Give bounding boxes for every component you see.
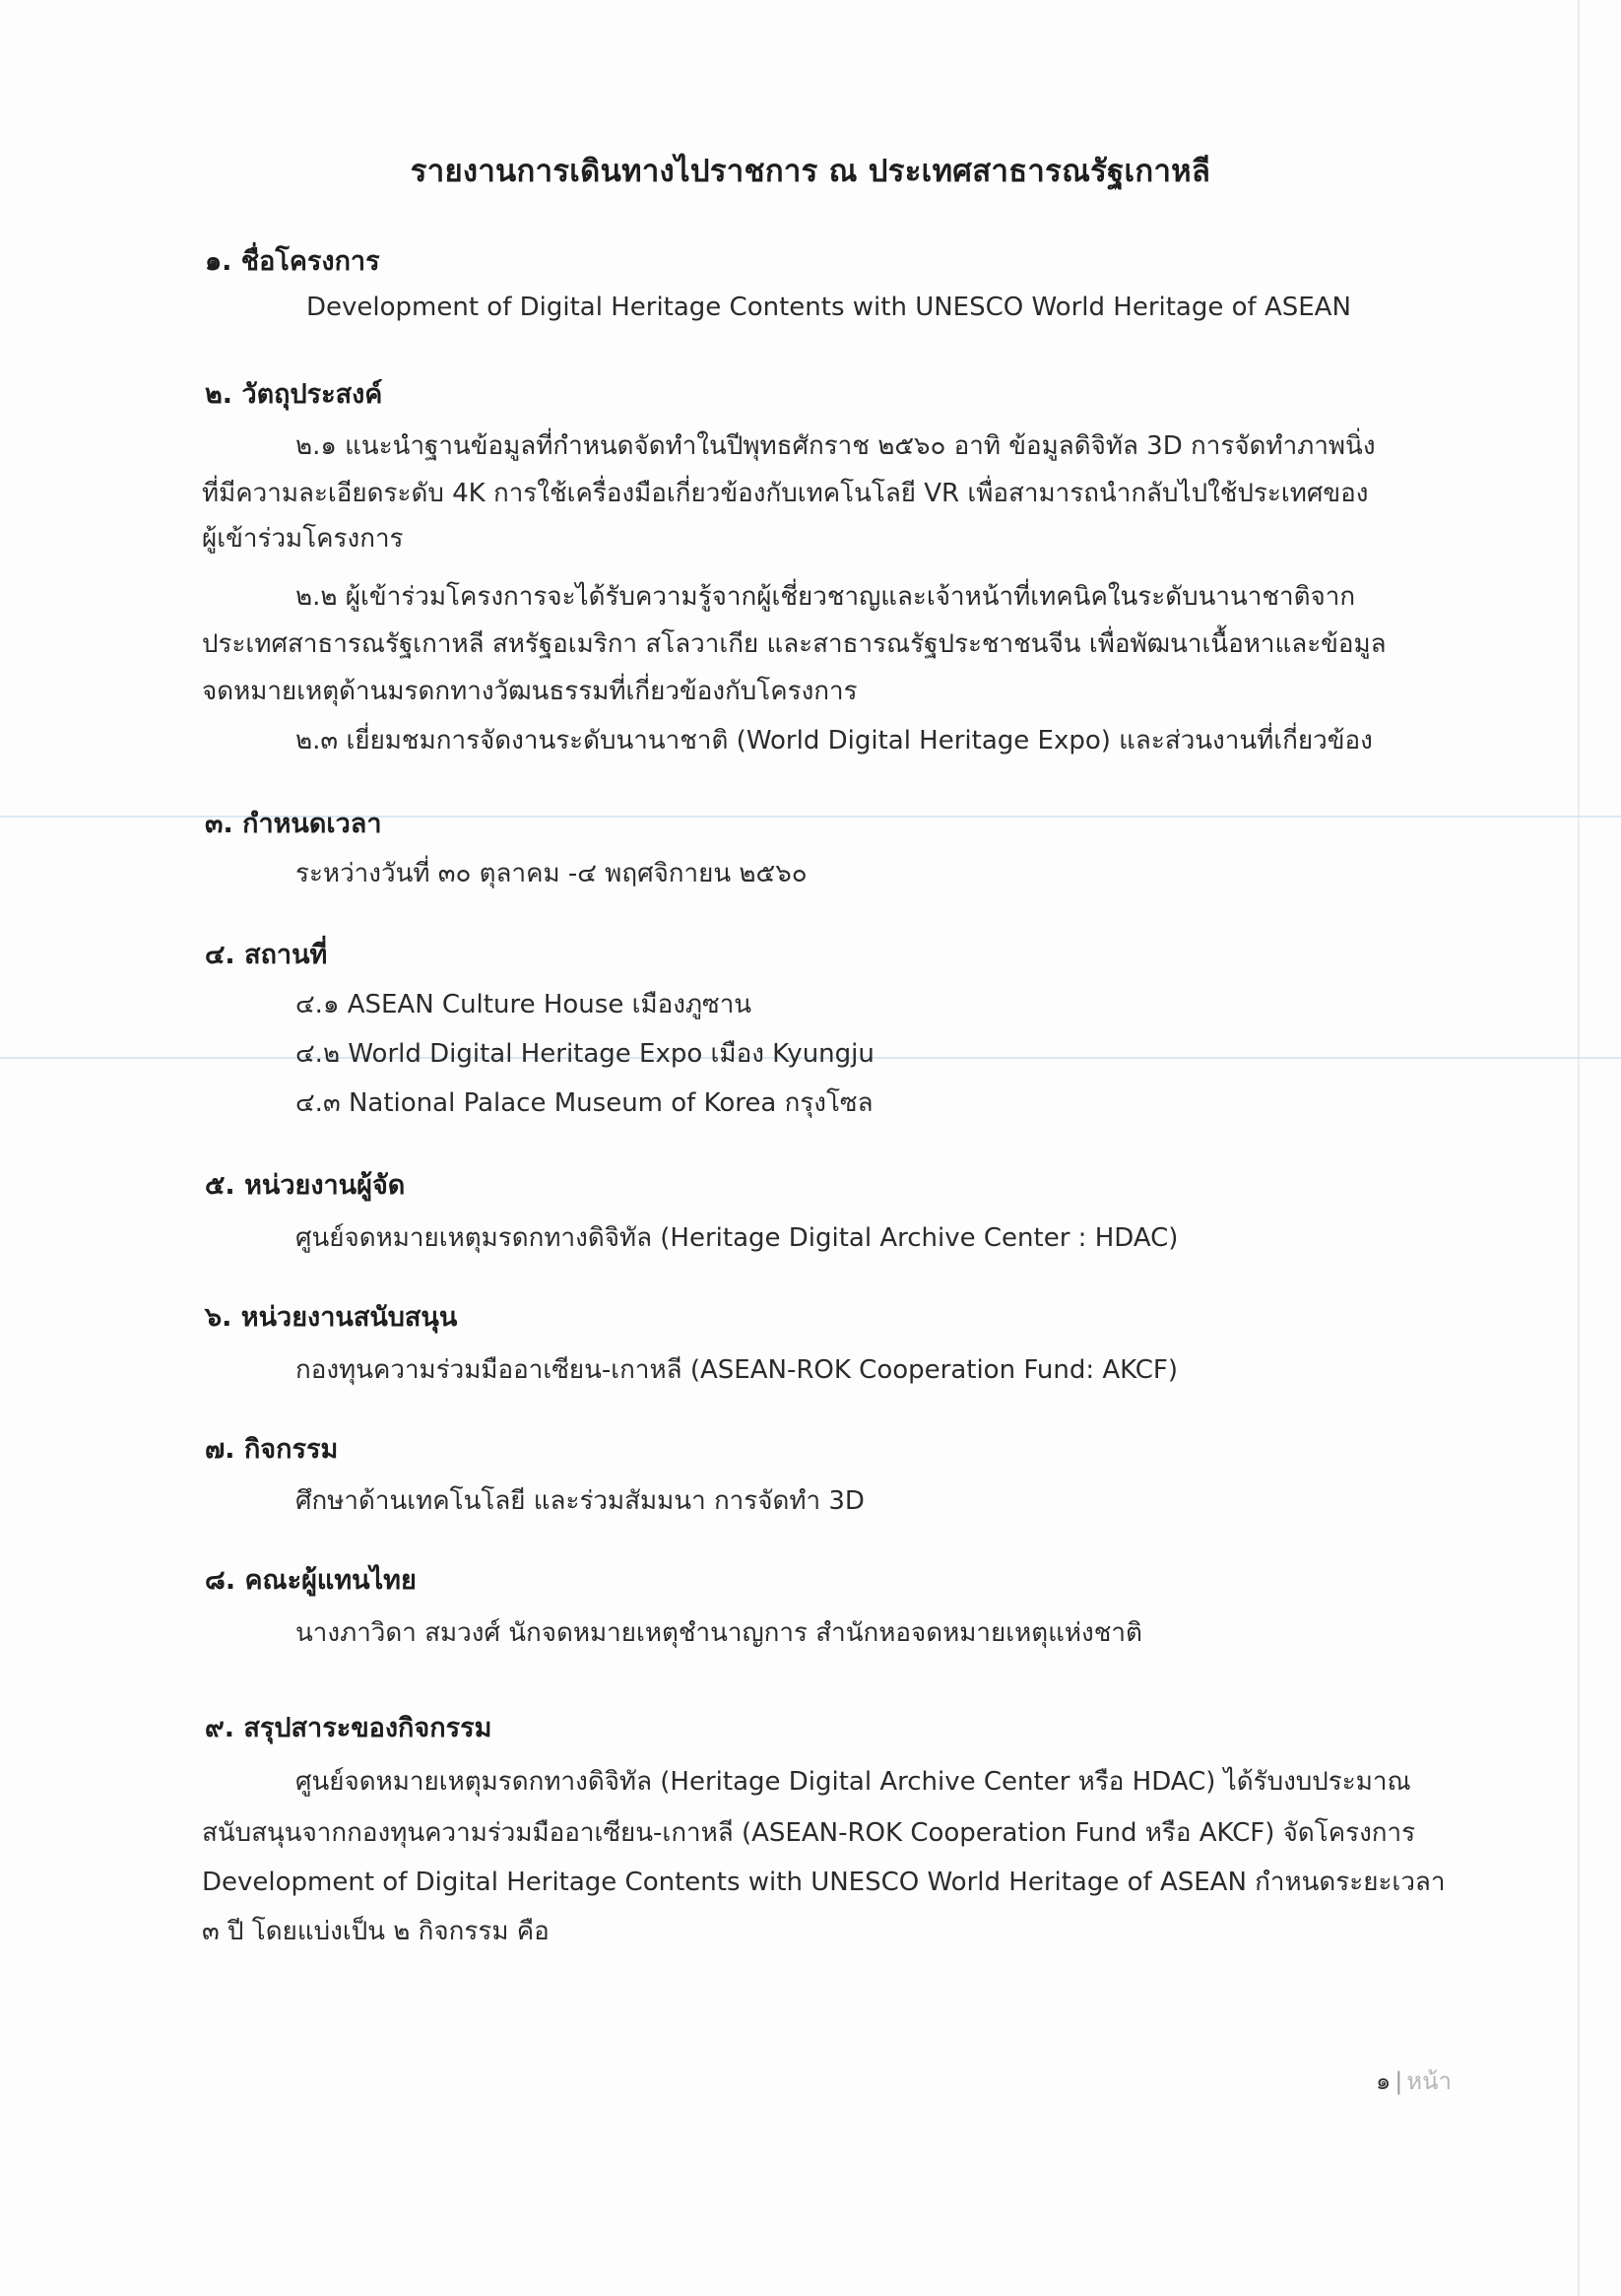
section-heading-objectives: ๒. วัตถุประสงค์ xyxy=(205,379,383,410)
section-heading-activities: ๗. กิจกรรม xyxy=(205,1434,339,1465)
venue-item: ๔.๓ National Palace Museum of Korea กรุงโซล xyxy=(295,1088,874,1118)
section-heading-organizer: ๕. หน่วยงานผู้จัด xyxy=(205,1170,406,1201)
organizer-text: ศูนย์จดหมายเหตุมรดกทางดิจิทัล (Heritage Digital Archive Center : HDAC) xyxy=(295,1223,1179,1253)
summary-line: สนับสนุนจากกองทุนความร่วมมืออาเซียน-เกาหลี (ASEAN-ROK Cooperation Fund หรือ AKCF) จัดโครงการ xyxy=(202,1818,1416,1848)
objective-line: ๒.๓ เยี่ยมชมการจัดงานระดับนานาชาติ (World Digital Heritage Expo) และส่วนงานที่เกี่ยวข้อง xyxy=(295,726,1373,755)
document-title: รายงานการเดินทางไปราชการ ณ ประเทศสาธารณรัฐเกาหลี xyxy=(410,154,1211,189)
activities-text: ศึกษาด้านเทคโนโลยี และร่วมสัมมนา การจัดทำ 3D xyxy=(295,1486,865,1516)
objective-line: ๒.๒ ผู้เข้าร่วมโครงการจะได้รับความรู้จากผู้เชี่ยวชาญและเจ้าหน้าที่เทคนิคในระดับนานาชาติจาก xyxy=(295,582,1356,612)
objective-line: ๒.๑ แนะนำฐานข้อมูลที่กำหนดจัดทำในปีพุทธศักราช ๒๕๖๐ อาทิ ข้อมูลดิจิทัล 3D การจัดทำภาพนิ่ง xyxy=(295,431,1376,461)
venue-item: ๔.๑ ASEAN Culture House เมืองภูซาน xyxy=(295,990,752,1019)
section-heading-venues: ๔. สถานที่ xyxy=(205,940,328,970)
section-heading-sponsor: ๖. หน่วยงานสนับสนุน xyxy=(205,1302,458,1333)
section-heading-summary: ๙. สรุปสาระของกิจกรรม xyxy=(205,1713,492,1743)
objective-line: จดหมายเหตุด้านมรดกทางวัฒนธรรมที่เกี่ยวข้องกับโครงการ xyxy=(202,677,858,706)
section-heading-project-name: ๑. ชื่อโครงการ xyxy=(205,246,380,277)
project-name-text: Development of Digital Heritage Contents with UNESCO World Heritage of ASEAN xyxy=(306,293,1351,322)
objective-line: ประเทศสาธารณรัฐเกาหลี สหรัฐอเมริกา สโลวาเกีย และสาธารณรัฐประชาชนจีน เพื่อพัฒนาเนื้อหาและข้อมูล xyxy=(202,629,1387,659)
objective-line: ที่มีความละเอียดระดับ 4K การใช้เครื่องมือเกี่ยวข้องกับเทคโนโลยี VR เพื่อสามารถนำกลับไปใช้ประเทศของ xyxy=(202,479,1369,508)
summary-line: Development of Digital Heritage Contents with UNESCO World Heritage of ASEAN กำหนดระยะเวลา xyxy=(202,1868,1446,1897)
page-number: ๑ xyxy=(1375,2067,1392,2095)
section-heading-delegation: ๘. คณะผู้แทนไทย xyxy=(205,1565,417,1596)
objective-line: ผู้เข้าร่วมโครงการ xyxy=(202,524,404,554)
page-footer xyxy=(1376,2062,1452,2100)
delegation-text: นางภาวิดา สมวงศ์ นักจดหมายเหตุชำนาญการ สำนักหอจดหมายเหตุแห่งชาติ xyxy=(295,1618,1142,1648)
summary-line: ๓ ปี โดยแบ่งเป็น ๒ กิจกรรม คือ xyxy=(202,1917,550,1946)
sponsor-text: กองทุนความร่วมมืออาเซียน-เกาหลี (ASEAN-ROK Cooperation Fund: AKCF) xyxy=(295,1355,1179,1385)
schedule-text: ระหว่างวันที่ ๓๐ ตุลาคม -๔ พฤศจิกายน ๒๕๖๐ xyxy=(295,859,808,888)
section-heading-schedule: ๓. กำหนดเวลา xyxy=(205,809,382,839)
page-edge xyxy=(1578,0,1580,2296)
summary-line: ศูนย์จดหมายเหตุมรดกทางดิจิทัล (Heritage Digital Archive Center หรือ HDAC) ได้รับงบประมาณ xyxy=(295,1767,1411,1797)
page-separator: | xyxy=(1394,2067,1403,2095)
venue-item: ๔.๒ World Digital Heritage Expo เมือง Kyungju xyxy=(295,1039,875,1069)
page-label: หน้า xyxy=(1406,2067,1452,2095)
